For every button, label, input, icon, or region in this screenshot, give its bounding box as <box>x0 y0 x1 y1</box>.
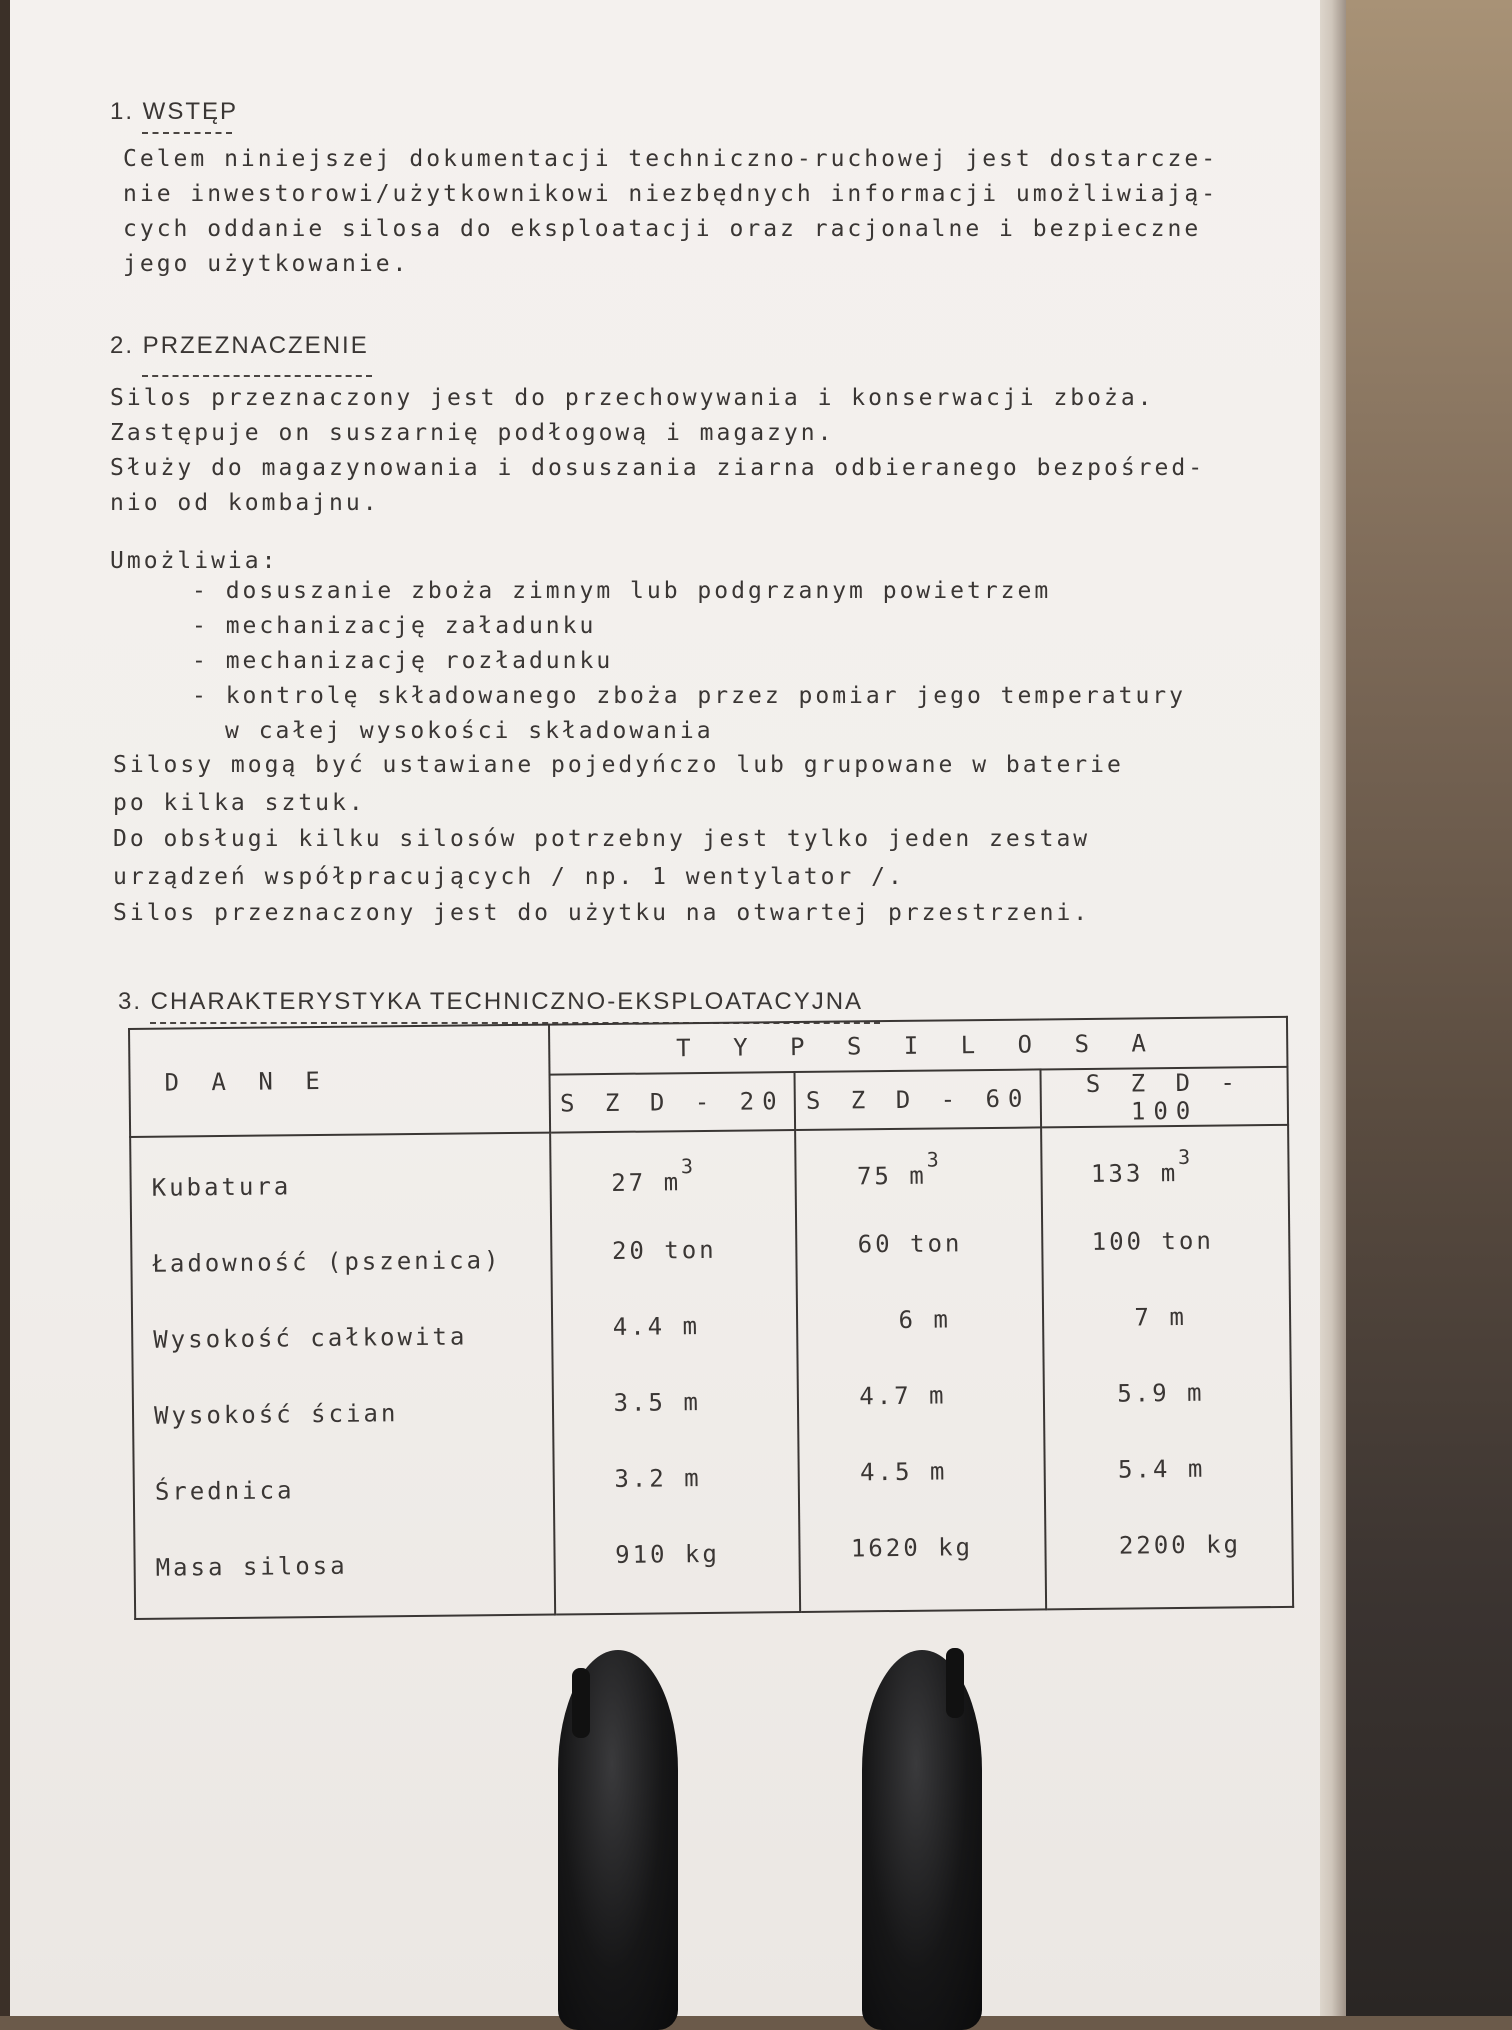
value-cell: 5.4 m <box>1117 1454 1206 1484</box>
s2-line-3: Służy do magazynowania i dosuszania ziarna odbieranego bezpośred- <box>110 455 1206 481</box>
labels-cell <box>130 1133 555 1619</box>
bullet-1: - dosuszanie zboża zimnym lub podgrzanym powietrzem <box>192 578 1051 604</box>
section-2-underline <box>142 375 372 377</box>
value-cell: 100 ton <box>1091 1226 1214 1256</box>
enables-label: Umożliwia: <box>110 548 279 574</box>
binder-clip-left-tip <box>572 1668 590 1738</box>
value-cell: 1620 kg <box>850 1533 974 1563</box>
s1-line-3: cych oddanie silosa do eksploatacji oraz racjonalne i bezpieczne <box>123 216 1202 242</box>
s2-line-1: Silos przeznaczony jest do przechowywania i konserwacji zboża. <box>110 385 1155 411</box>
col-szd-100: S Z D - 100 <box>1041 1067 1288 1128</box>
value-cell: 5.9 m <box>1117 1378 1205 1408</box>
section-1-heading: 1. WSTĘP <box>110 98 239 125</box>
bullet-3: - mechanizację rozładunku <box>192 648 613 674</box>
s2b-line-5: Silos przeznaczony jest do użytku na otwartej przestrzeni. <box>113 900 1091 926</box>
row-label-kubatura: Kubatura <box>151 1172 292 1202</box>
value-cell: 3.5 m <box>613 1388 701 1417</box>
binder-clip-right <box>862 1650 982 2030</box>
s1-line-1: Celem niniejszej dokumentacji techniczno-ruchowej jest dostarcze- <box>123 146 1219 172</box>
row-label-wysokosc-scian: Wysokość ścian <box>153 1399 399 1430</box>
value-cell: 4.7 m <box>859 1381 947 1411</box>
col-szd-60: S Z D - 60 <box>795 1069 1042 1130</box>
bullet-2: - mechanizację załadunku <box>192 613 596 639</box>
dane-header: D A N E <box>129 1025 550 1137</box>
section-1-underline <box>142 132 232 134</box>
szd-60-values-cell <box>796 1127 1047 1612</box>
col-szd-20: S Z D - 20 <box>549 1072 795 1133</box>
s2b-line-4: urządzeń współpracujących / np. 1 wentylator /. <box>113 864 905 890</box>
binder-clip-right-tip <box>946 1648 964 1718</box>
document-page <box>10 0 1320 2016</box>
s1-line-2: nie inwestorowi/użytkownikowi niezbędnych informacji umożliwiają- <box>123 181 1219 207</box>
value-cell: 7 m <box>1134 1302 1187 1332</box>
s1-line-4: jego użytkowanie. <box>123 251 410 277</box>
s2-line-2: Zastępuje on suszarnię podłogową i magazyn. <box>110 420 835 446</box>
value-cell: 4.5 m <box>859 1457 948 1487</box>
row-label-wysokosc-calkowita: Wysokość całkowita <box>153 1322 468 1354</box>
value-cell: 27 $m^3$ <box>611 1154 697 1197</box>
s2b-line-2: po kilka sztuk. <box>113 790 366 816</box>
szd-100-values-cell <box>1041 1125 1293 1610</box>
s2b-line-1: Silosy mogą być ustawiane pojedyńczo lub grupowane w baterie <box>113 752 1124 778</box>
section-3-heading: 3. CHARAKTERYSTYKA TECHNICZNO-EKSPLOATACYJNA <box>118 988 864 1015</box>
value-cell: 3.2 m <box>614 1464 702 1493</box>
value-cell: 20 ton <box>611 1235 717 1265</box>
value-cell: 133 $m^3$ <box>1090 1144 1194 1188</box>
bullet-4-continuation: w całej wysokości składowania <box>225 718 714 744</box>
value-cell: 60 ton <box>857 1229 963 1259</box>
row-label-masa: Masa silosa <box>155 1551 348 1582</box>
typ-silosa-header: T Y P S I L O S A <box>549 1017 1288 1075</box>
s2b-line-3: Do obsługi kilku silosów potrzebny jest tylko jeden zestaw <box>113 826 1091 852</box>
value-cell: 2200 kg <box>1118 1530 1242 1560</box>
row-label-ladownosc: Ładowność (pszenica) <box>152 1246 502 1278</box>
value-cell: 4.4 m <box>612 1312 701 1341</box>
value-cell: 6 m <box>898 1305 952 1334</box>
value-cell: 910 kg <box>615 1539 721 1569</box>
value-cell: 75 $m^3$ <box>856 1147 942 1191</box>
bullet-4: - kontrolę składowanego zboża przez pomiar jego temperatury <box>192 683 1186 709</box>
szd-20-values-cell <box>550 1130 801 1615</box>
silo-spec-table <box>128 1016 1294 1620</box>
background-right <box>1330 0 1512 2016</box>
s2-line-4: nio od kombajnu. <box>110 490 380 516</box>
row-label-srednica: Średnica <box>154 1476 295 1506</box>
section-2-heading: 2. PRZEZNACZENIE <box>110 332 369 359</box>
